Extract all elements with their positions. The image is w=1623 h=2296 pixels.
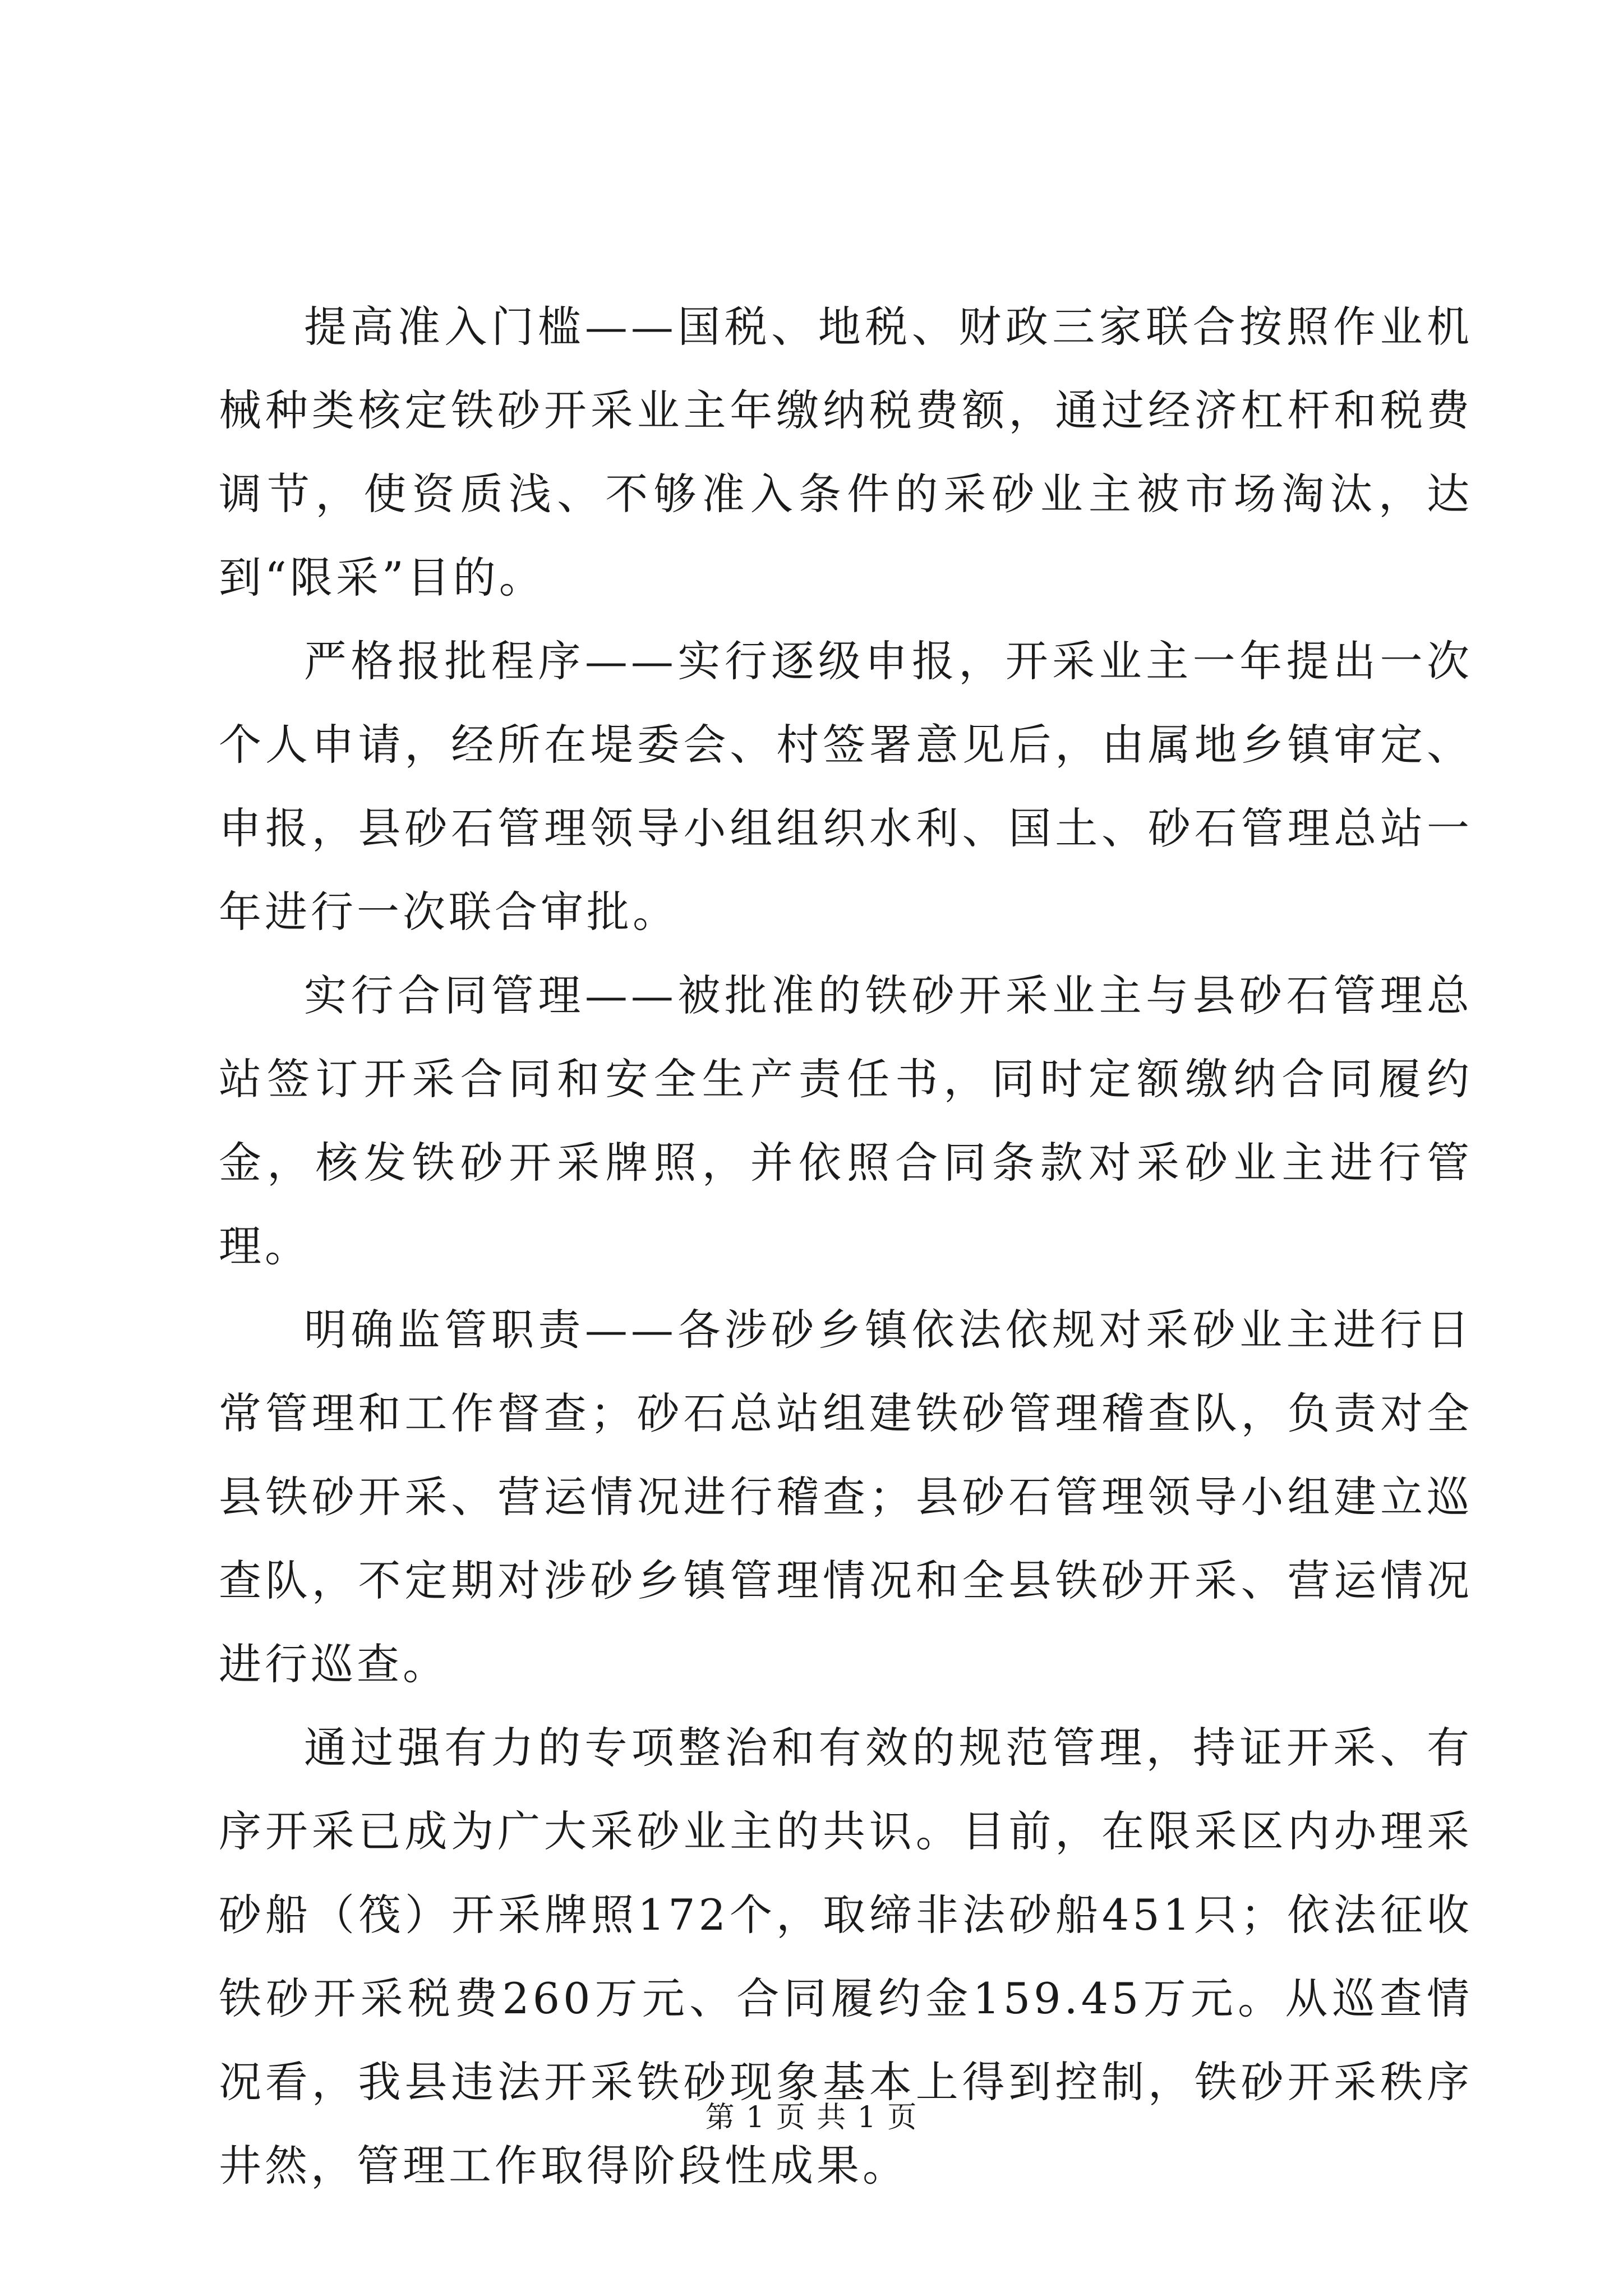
paragraph-approval-procedure: 严格报批程序——实行逐级申报，开采业主一年提出一次个人申请，经所在堤委会、村签署意见后，由属地乡镇审定、申报，县砂石管理领导小组组织水利、国土、砂石管理总站一年进行一次联合审批。 [219,636,1473,937]
paragraph-entry-threshold: 提高准入门槛——国税、地税、财政三家联合按照作业机械种类核定铁砂开采业主年缴纳税费额，通过经济杠杆和税费调节，使资质浅、不够准入条件的采砂业主被市场淘汰，达到“限采”目的。 [219,302,1473,602]
paragraph-contract-management: 实行合同管理——被批准的铁砂开采业主与县砂石管理总站签订开采合同和安全生产责任书，同时定额缴纳合同履约金，核发铁砂开采牌照，并依照合同条款对采砂业主进行管理。 [219,970,1473,1271]
page-number-footer: 第 1 页 共 1 页 [705,2101,918,2134]
paragraph-supervision-duties: 明确监管职责——各涉砂乡镇依法依规对采砂业主进行日常管理和工作督查；砂石总站组建铁砂管理稽查队，负责对全县铁砂开采、营运情况进行稽查；县砂石管理领导小组建立巡查队，不定期对涉砂乡镇管理情况和全县铁砂开采、营运情况进行巡查。 [219,1305,1473,1689]
document-body [219,285,1473,2207]
paragraph-results-summary: 通过强有力的专项整治和有效的规范管理，持证开采、有序开采已成为广大采砂业主的共识。目前，在限采区内办理采砂船（筏）开采牌照172个，取缔非法砂船451只；依法征收铁砂开采税费260万元、合同履约金159.45万元。从巡查情况看，我县违法开采铁砂现象基本上得到控制，铁砂开采秩序井然，管理工作取得阶段性成果。 [219,1723,1473,2191]
